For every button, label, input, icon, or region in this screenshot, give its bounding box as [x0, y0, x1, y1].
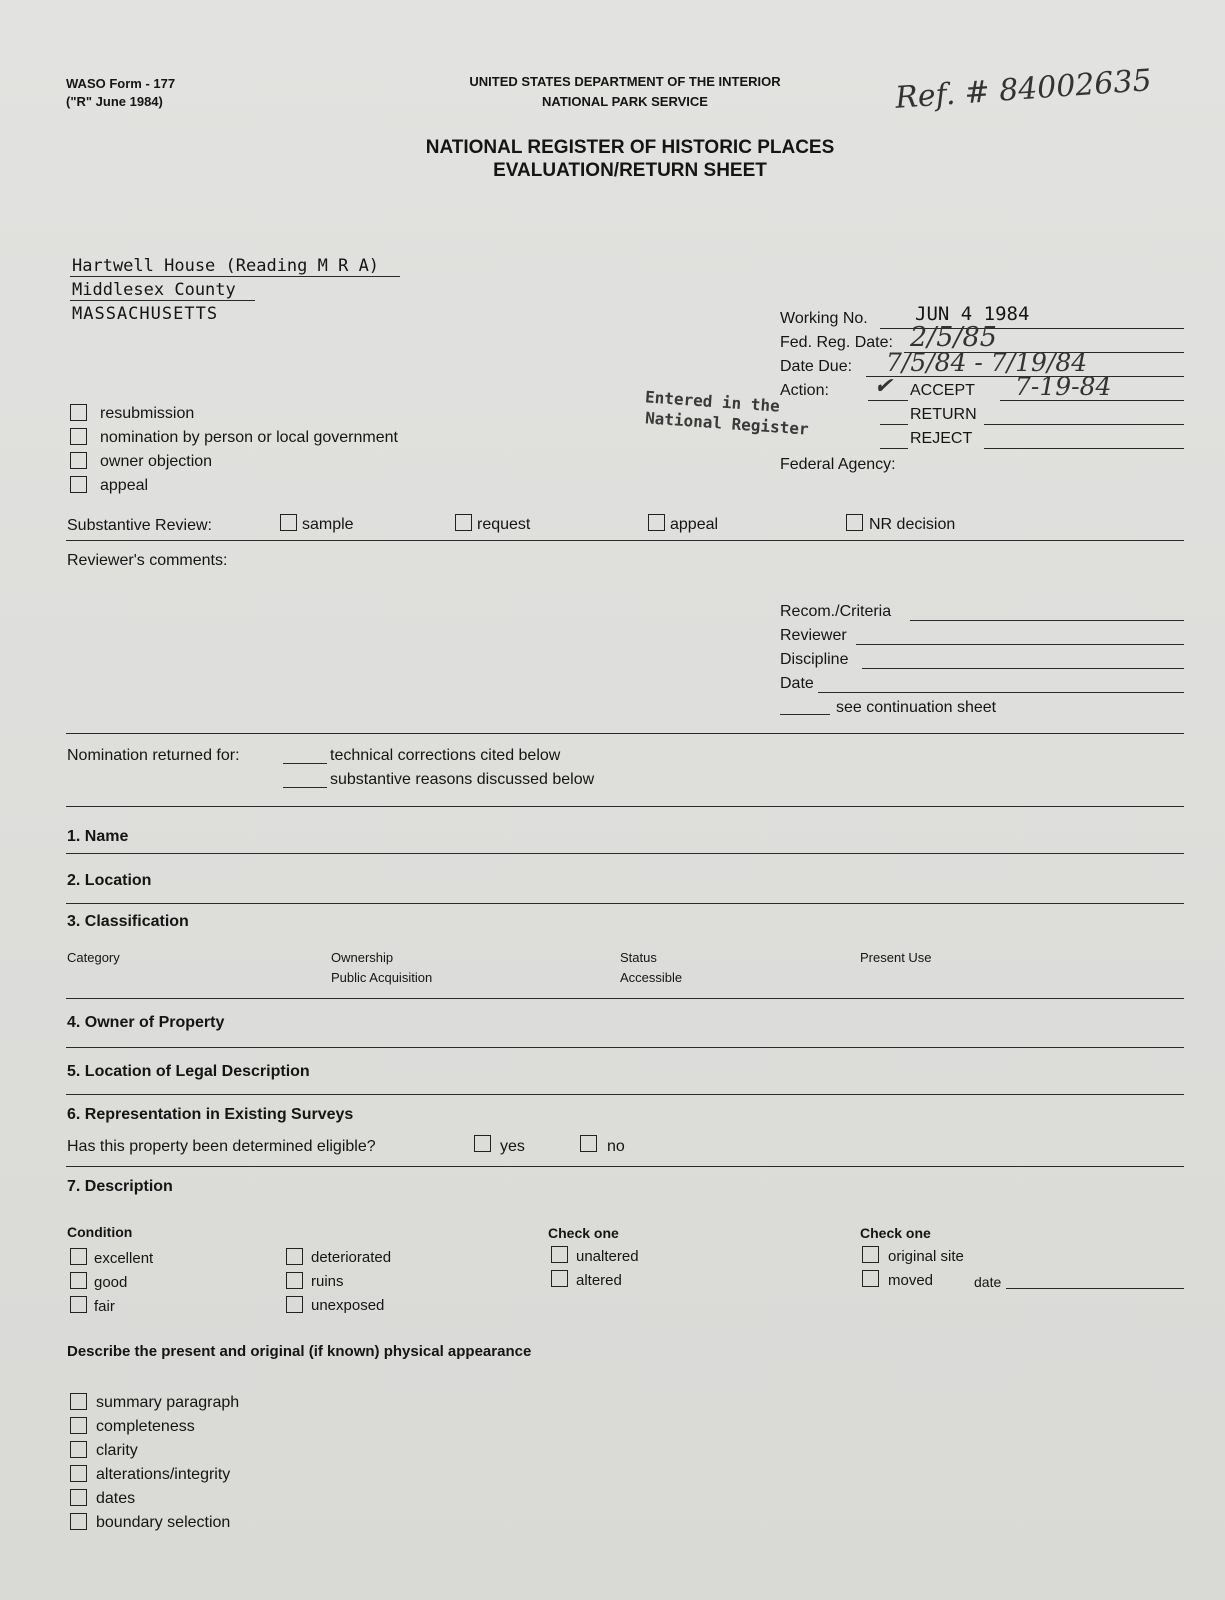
reference-number: Ref. # 84002635: [894, 63, 1153, 116]
section-name-heading: 1. Name: [67, 828, 129, 845]
return-label: RETURN: [910, 406, 977, 423]
reviewer-comments-label: Reviewer's comments:: [67, 552, 228, 569]
altered-checkbox[interactable]: [551, 1270, 568, 1287]
entered-stamp-line-1: Entered in the: [644, 387, 781, 416]
moved-date-line: [1006, 1288, 1184, 1289]
section-surveys-heading: 6. Representation in Existing Surveys: [67, 1106, 354, 1123]
ruins-checkbox[interactable]: [286, 1272, 303, 1289]
fair-label: fair: [94, 1298, 115, 1315]
fair-checkbox[interactable]: [70, 1296, 87, 1313]
condition-label: Condition: [67, 1224, 133, 1240]
form-title-line-2: EVALUATION/RETURN SHEET: [493, 160, 767, 181]
recom-date-label: Date: [780, 675, 814, 692]
status-label: Status: [620, 950, 657, 965]
property-name: Hartwell House (Reading M R A): [72, 256, 380, 276]
reject-blank: [880, 448, 908, 449]
property-name-underline: [70, 276, 400, 277]
good-label: good: [94, 1274, 128, 1291]
returned-for-label: Nomination returned for:: [67, 747, 240, 764]
excellent-label: excellent: [94, 1250, 154, 1267]
divider: [66, 1166, 1184, 1167]
alterations-integrity-checkbox[interactable]: [70, 1465, 87, 1482]
accept-date: 7-19-84: [1015, 372, 1112, 401]
divider: [66, 1094, 1184, 1095]
original-site-label: original site: [888, 1248, 964, 1265]
nr-decision-label: NR decision: [869, 516, 956, 533]
divider: [66, 733, 1184, 734]
dates-checkbox[interactable]: [70, 1489, 87, 1506]
form-date: ("R" June 1984): [66, 94, 163, 109]
altered-label: altered: [576, 1272, 622, 1289]
alterations-integrity-label: alterations/integrity: [96, 1466, 231, 1483]
agency-line-2: NATIONAL PARK SERVICE: [542, 94, 708, 109]
summary-paragraph-label: summary paragraph: [96, 1394, 240, 1411]
accept-blank: [868, 400, 908, 401]
appeal-checkbox[interactable]: [70, 476, 87, 493]
recom-criteria-line: [910, 620, 1184, 621]
unexposed-label: unexposed: [311, 1297, 385, 1314]
present-use-label: Present Use: [860, 950, 932, 965]
nr-decision-checkbox[interactable]: [846, 514, 863, 531]
deteriorated-checkbox[interactable]: [286, 1248, 303, 1265]
unaltered-checkbox[interactable]: [551, 1246, 568, 1263]
divider: [66, 998, 1184, 999]
working-no-label: Working No.: [780, 310, 868, 327]
appeal-label: appeal: [100, 477, 149, 494]
property-county-underline: [70, 300, 255, 301]
accessible-label: Accessible: [620, 970, 683, 985]
original-site-checkbox[interactable]: [862, 1246, 879, 1263]
date-due-value: 7/5/84 - 7/19/84: [886, 348, 1088, 377]
reviewer-line: [856, 644, 1184, 645]
federal-agency-label: Federal Agency:: [780, 456, 896, 473]
clarity-label: clarity: [96, 1442, 138, 1459]
reject-line: [984, 448, 1184, 449]
check-one-label-2: Check one: [860, 1225, 931, 1241]
recom-criteria-label: Recom./Criteria: [780, 603, 892, 620]
accept-date-line: [1000, 400, 1184, 401]
dates-label: dates: [96, 1490, 136, 1507]
boundary-selection-checkbox[interactable]: [70, 1513, 87, 1530]
reviewer-label: Reviewer: [780, 627, 847, 644]
resubmission-checkbox[interactable]: [70, 404, 87, 421]
eligible-yes-label: yes: [500, 1138, 525, 1155]
clarity-checkbox[interactable]: [70, 1441, 87, 1458]
discipline-label: Discipline: [780, 651, 849, 668]
good-checkbox[interactable]: [70, 1272, 87, 1289]
ruins-label: ruins: [311, 1273, 344, 1290]
section-location-heading: 2. Location: [67, 872, 152, 889]
moved-date-label: date: [974, 1274, 1002, 1290]
reject-label: REJECT: [910, 430, 973, 447]
section-owner-heading: 4. Owner of Property: [67, 1014, 225, 1031]
form-title-line-1: NATIONAL REGISTER OF HISTORIC PLACES: [425, 137, 835, 158]
owner-objection-checkbox[interactable]: [70, 452, 87, 469]
continuation-blank: [780, 714, 830, 715]
property-county: Middlesex County: [72, 280, 236, 300]
boundary-selection-label: boundary selection: [96, 1514, 231, 1531]
substantive-appeal-checkbox[interactable]: [648, 514, 665, 531]
fed-reg-label: Fed. Reg. Date:: [780, 334, 893, 351]
entered-stamp-line-2: National Register: [644, 408, 810, 439]
action-label: Action:: [780, 382, 829, 399]
divider: [66, 903, 1184, 904]
request-label: request: [477, 516, 531, 533]
fed-reg-value: 2/5/85: [910, 322, 997, 353]
continuation-label: see continuation sheet: [836, 699, 997, 716]
substantive-appeal-label: appeal: [670, 516, 719, 533]
agency-line-1: UNITED STATES DEPARTMENT OF THE INTERIOR: [469, 74, 781, 89]
unaltered-label: unaltered: [576, 1248, 639, 1265]
completeness-label: completeness: [96, 1418, 195, 1435]
technical-blank: [283, 763, 327, 764]
accept-label: ACCEPT: [910, 382, 975, 399]
form-id: WASO Form - 177: [66, 76, 176, 91]
section-classification-heading: 3. Classification: [67, 913, 189, 930]
substantive-blank: [283, 787, 327, 788]
public-acquisition-label: Public Acquisition: [331, 970, 433, 985]
substantive-reasons-label: substantive reasons discussed below: [330, 771, 595, 788]
eligible-question: Has this property been determined eligible?: [67, 1138, 376, 1155]
summary-paragraph-checkbox[interactable]: [70, 1393, 87, 1410]
divider: [66, 853, 1184, 854]
substantive-review-label: Substantive Review:: [67, 517, 212, 534]
sample-label: sample: [302, 516, 354, 533]
owner-objection-label: owner objection: [100, 453, 213, 470]
excellent-checkbox[interactable]: [70, 1248, 87, 1265]
section-legal-description-heading: 5. Location of Legal Description: [67, 1063, 310, 1080]
divider: [66, 1047, 1184, 1048]
return-line: [984, 424, 1184, 425]
accept-check-mark: ✔: [874, 374, 893, 399]
property-state: MASSACHUSETTS: [72, 304, 219, 324]
deteriorated-label: deteriorated: [311, 1249, 392, 1266]
divider: [66, 540, 1184, 541]
return-blank: [880, 424, 908, 425]
request-checkbox[interactable]: [455, 514, 472, 531]
eligible-no-checkbox[interactable]: [580, 1135, 597, 1152]
discipline-line: [862, 668, 1184, 669]
resubmission-label: resubmission: [100, 405, 195, 422]
moved-checkbox[interactable]: [862, 1270, 879, 1287]
working-no-value: JUN 4 1984: [915, 303, 1030, 325]
ownership-label: Ownership: [331, 950, 394, 965]
category-label: Category: [67, 950, 120, 965]
check-one-label-1: Check one: [548, 1225, 619, 1241]
nomination-by-person-checkbox[interactable]: [70, 428, 87, 445]
recom-date-line: [818, 692, 1184, 693]
sample-checkbox[interactable]: [280, 514, 297, 531]
unexposed-checkbox[interactable]: [286, 1296, 303, 1313]
nomination-by-person-label: nomination by person or local government: [100, 429, 398, 446]
completeness-checkbox[interactable]: [70, 1417, 87, 1434]
technical-corrections-label: technical corrections cited below: [330, 747, 561, 764]
moved-label: moved: [888, 1272, 934, 1289]
date-due-label: Date Due:: [780, 358, 853, 375]
describe-heading: Describe the present and original (if known) physical appearance: [67, 1343, 532, 1360]
section-description-heading: 7. Description: [67, 1178, 173, 1195]
eligible-yes-checkbox[interactable]: [474, 1135, 491, 1152]
eligible-no-label: no: [607, 1138, 625, 1155]
divider: [66, 806, 1184, 807]
